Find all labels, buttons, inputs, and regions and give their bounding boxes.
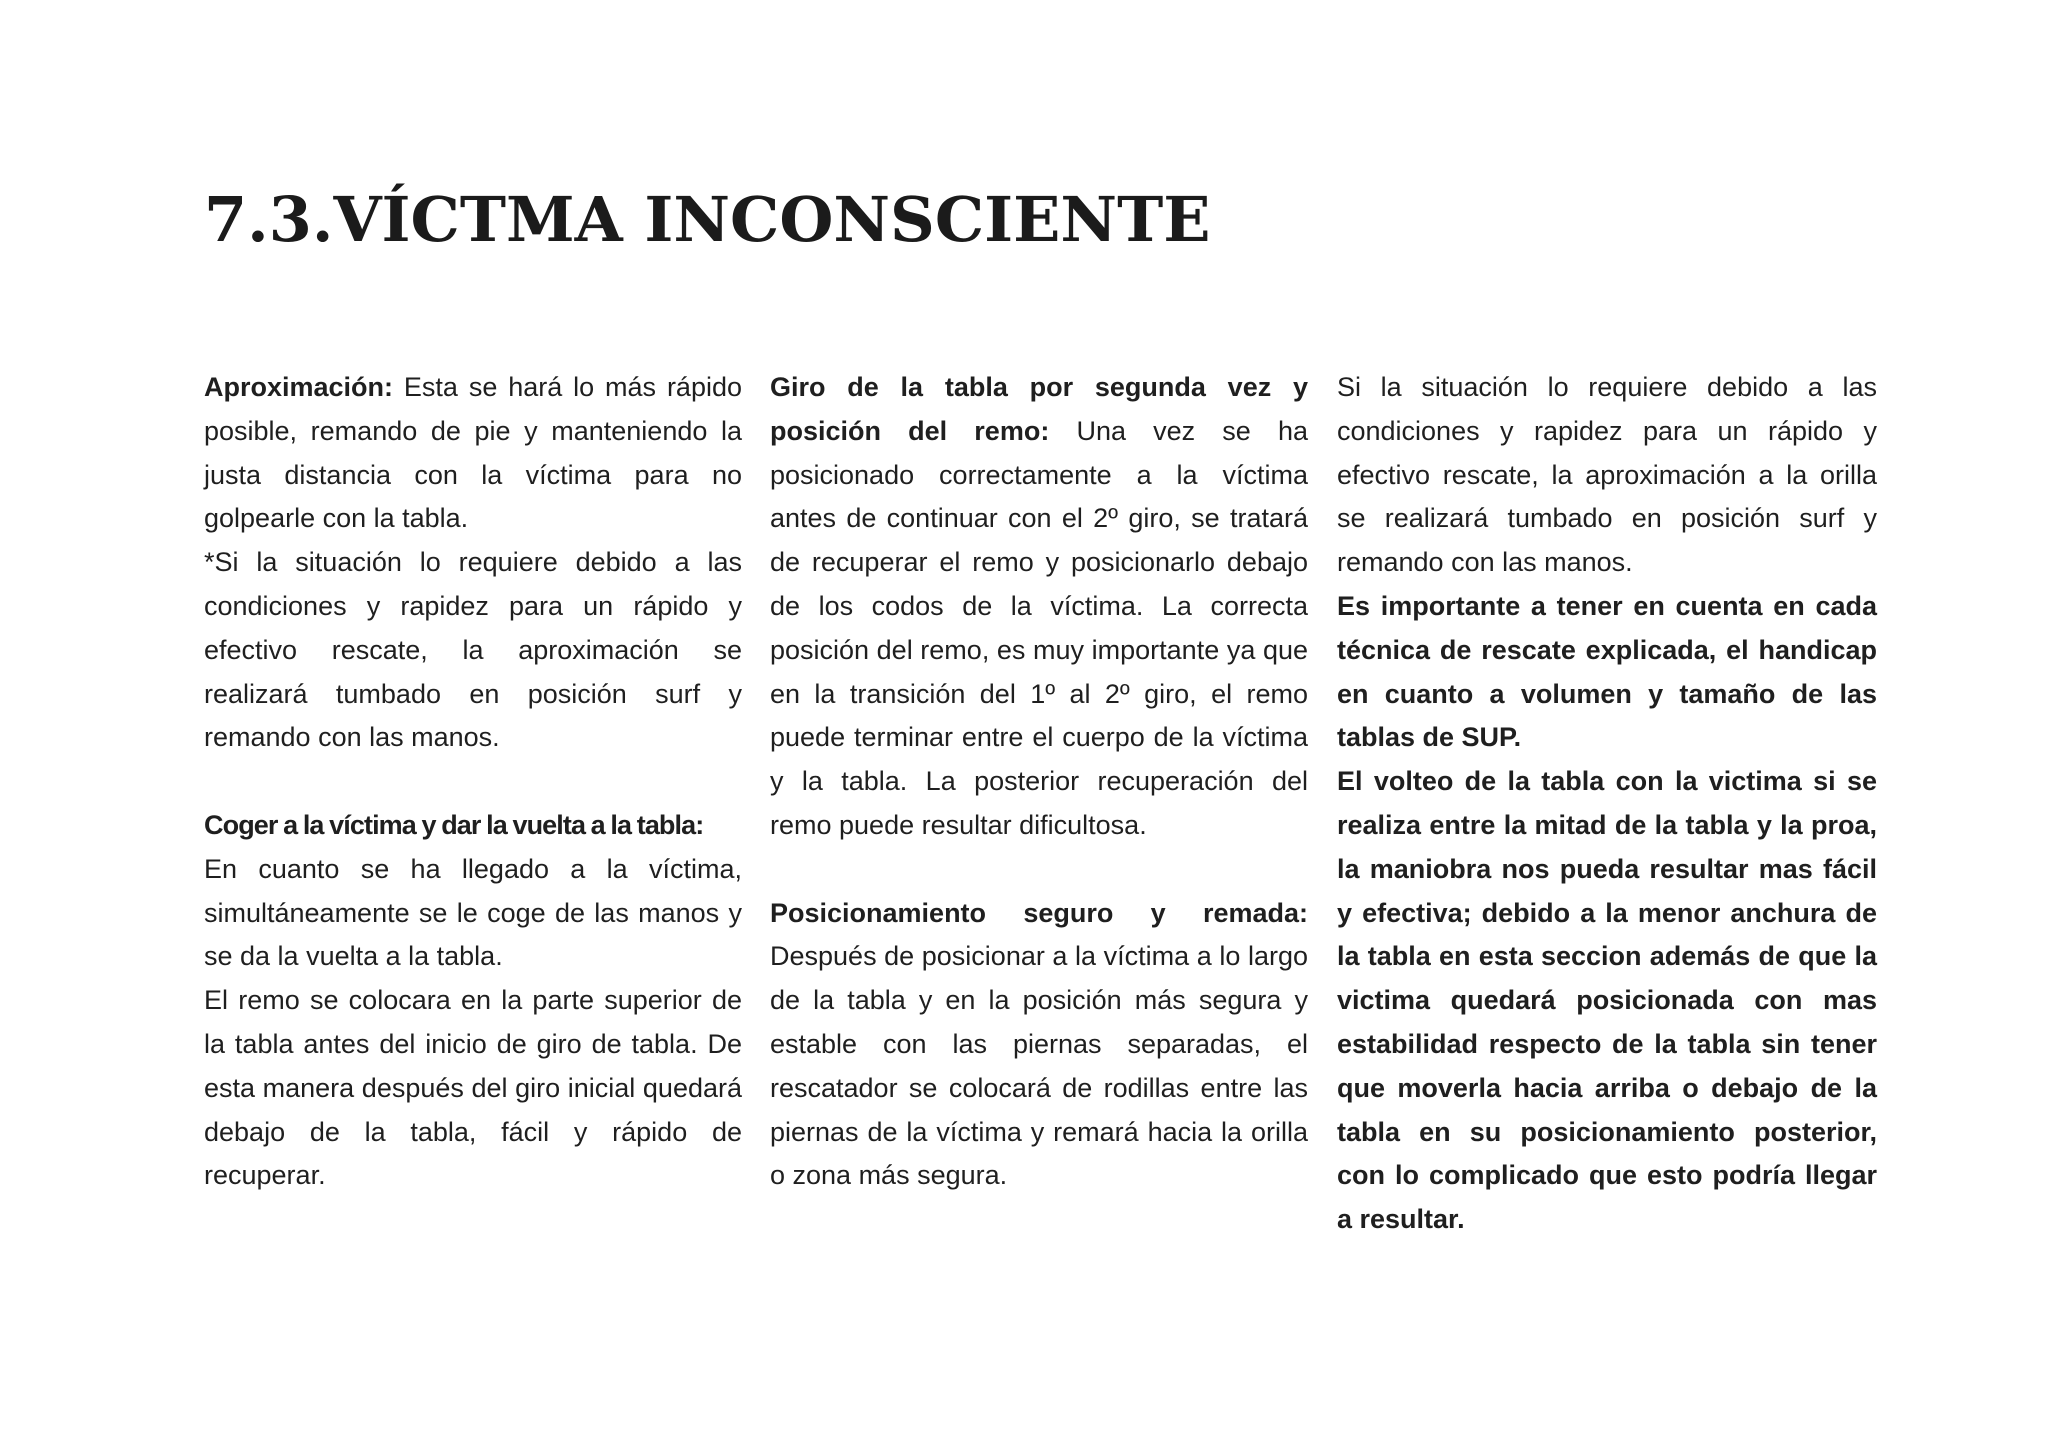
text-column-2 bbox=[770, 366, 1308, 1198]
paragraph-gap bbox=[770, 848, 1308, 892]
paragraph-posicionamiento bbox=[770, 892, 1308, 1199]
paragraph-giro bbox=[770, 366, 1308, 848]
text-column-1 bbox=[204, 366, 742, 1198]
text-giro: Una vez se ha posicionado correctamente a la víctima antes de continuar con el 2º giro, se tratará de recuperar el remo y posicionarlo debajo de los codos de la víctima. La correcta posición del remo, es muy importante ya que en la transición del 1º al 2º giro, el remo puede terminar entre el cuerpo de la víctima y la tabla. La posterior recuperación del remo puede resultar dificultosa. bbox=[770, 415, 1308, 840]
text-posicionamiento: Después de posicionar a la víctima a lo largo de la tabla y en la posición más segura y estable con las piernas separadas, el rescatador se colocará de rodillas entre las piernas de la víctima y remará hacia la orilla o zona más segura. bbox=[770, 941, 1308, 1191]
label-posicionamiento: Posicionamiento seguro y remada: bbox=[770, 897, 1308, 928]
label-giro: Giro de la tabla por segunda vez y posición del remo: bbox=[770, 372, 1308, 446]
paragraph-intro: Si la situación lo requiere debido a las condiciones y rapidez para un rápido y efectivo rescate, la aproximación a la orilla se realizará tumbado en posición surf y remando con las manos. bbox=[1337, 372, 1877, 578]
subhead-coger: Coger a la víctima y dar la vuelta a la tabla: bbox=[204, 809, 704, 840]
paragraph-volteo: El volteo de la tabla con la victima si se realiza entre la mitad de la tabla y la proa, la maniobra nos pueda resultar mas fácil y efectiva; debido a la menor anchura de la tabla en esta seccion además de que la victima quedará posicionada con mas estabilidad respecto de la tabla sin tener que moverla hacia arriba o debajo de la tabla en su posicionamiento posterior, con lo complicado que esto podría llegar a resultar. bbox=[1337, 766, 1877, 1235]
page-title: 7.3.VÍCTMA INCONSCIENTE bbox=[204, 183, 1211, 256]
text-aproximacion: Esta se hará lo más rápido posible, remando de pie y manteniendo la justa distancia con la víctima para no golpearle con la tabla. bbox=[204, 372, 742, 534]
text-column-3 bbox=[1337, 366, 1877, 1242]
paragraph-remo: El remo se colocara en la parte superior de la tabla antes del inicio de giro de tabla. De esta manera después del giro inicial quedará debajo de la tabla, fácil y rápido de recuperar. bbox=[204, 985, 742, 1191]
paragraph-importante: Es importante a tener en cuenta en cada técnica de rescate explicada, el handicap en cuanto a volumen y tamaño de las tablas de SUP. bbox=[1337, 590, 1877, 753]
paragraph-aproximacion-note: *Si la situación lo requiere debido a las condiciones y rapidez para un rápido y efectivo rescate, la aproximación se realizará tumbado en posición surf y remando con las manos. bbox=[204, 547, 742, 753]
label-aproximacion: Aproximación: bbox=[204, 372, 394, 402]
paragraph-gap bbox=[204, 760, 742, 804]
paragraph-aproximacion bbox=[204, 366, 742, 541]
paragraph-coger: En cuanto se ha llegado a la víctima, simultáneamente se le coge de las manos y se da la vuelta a la tabla. bbox=[204, 853, 742, 972]
